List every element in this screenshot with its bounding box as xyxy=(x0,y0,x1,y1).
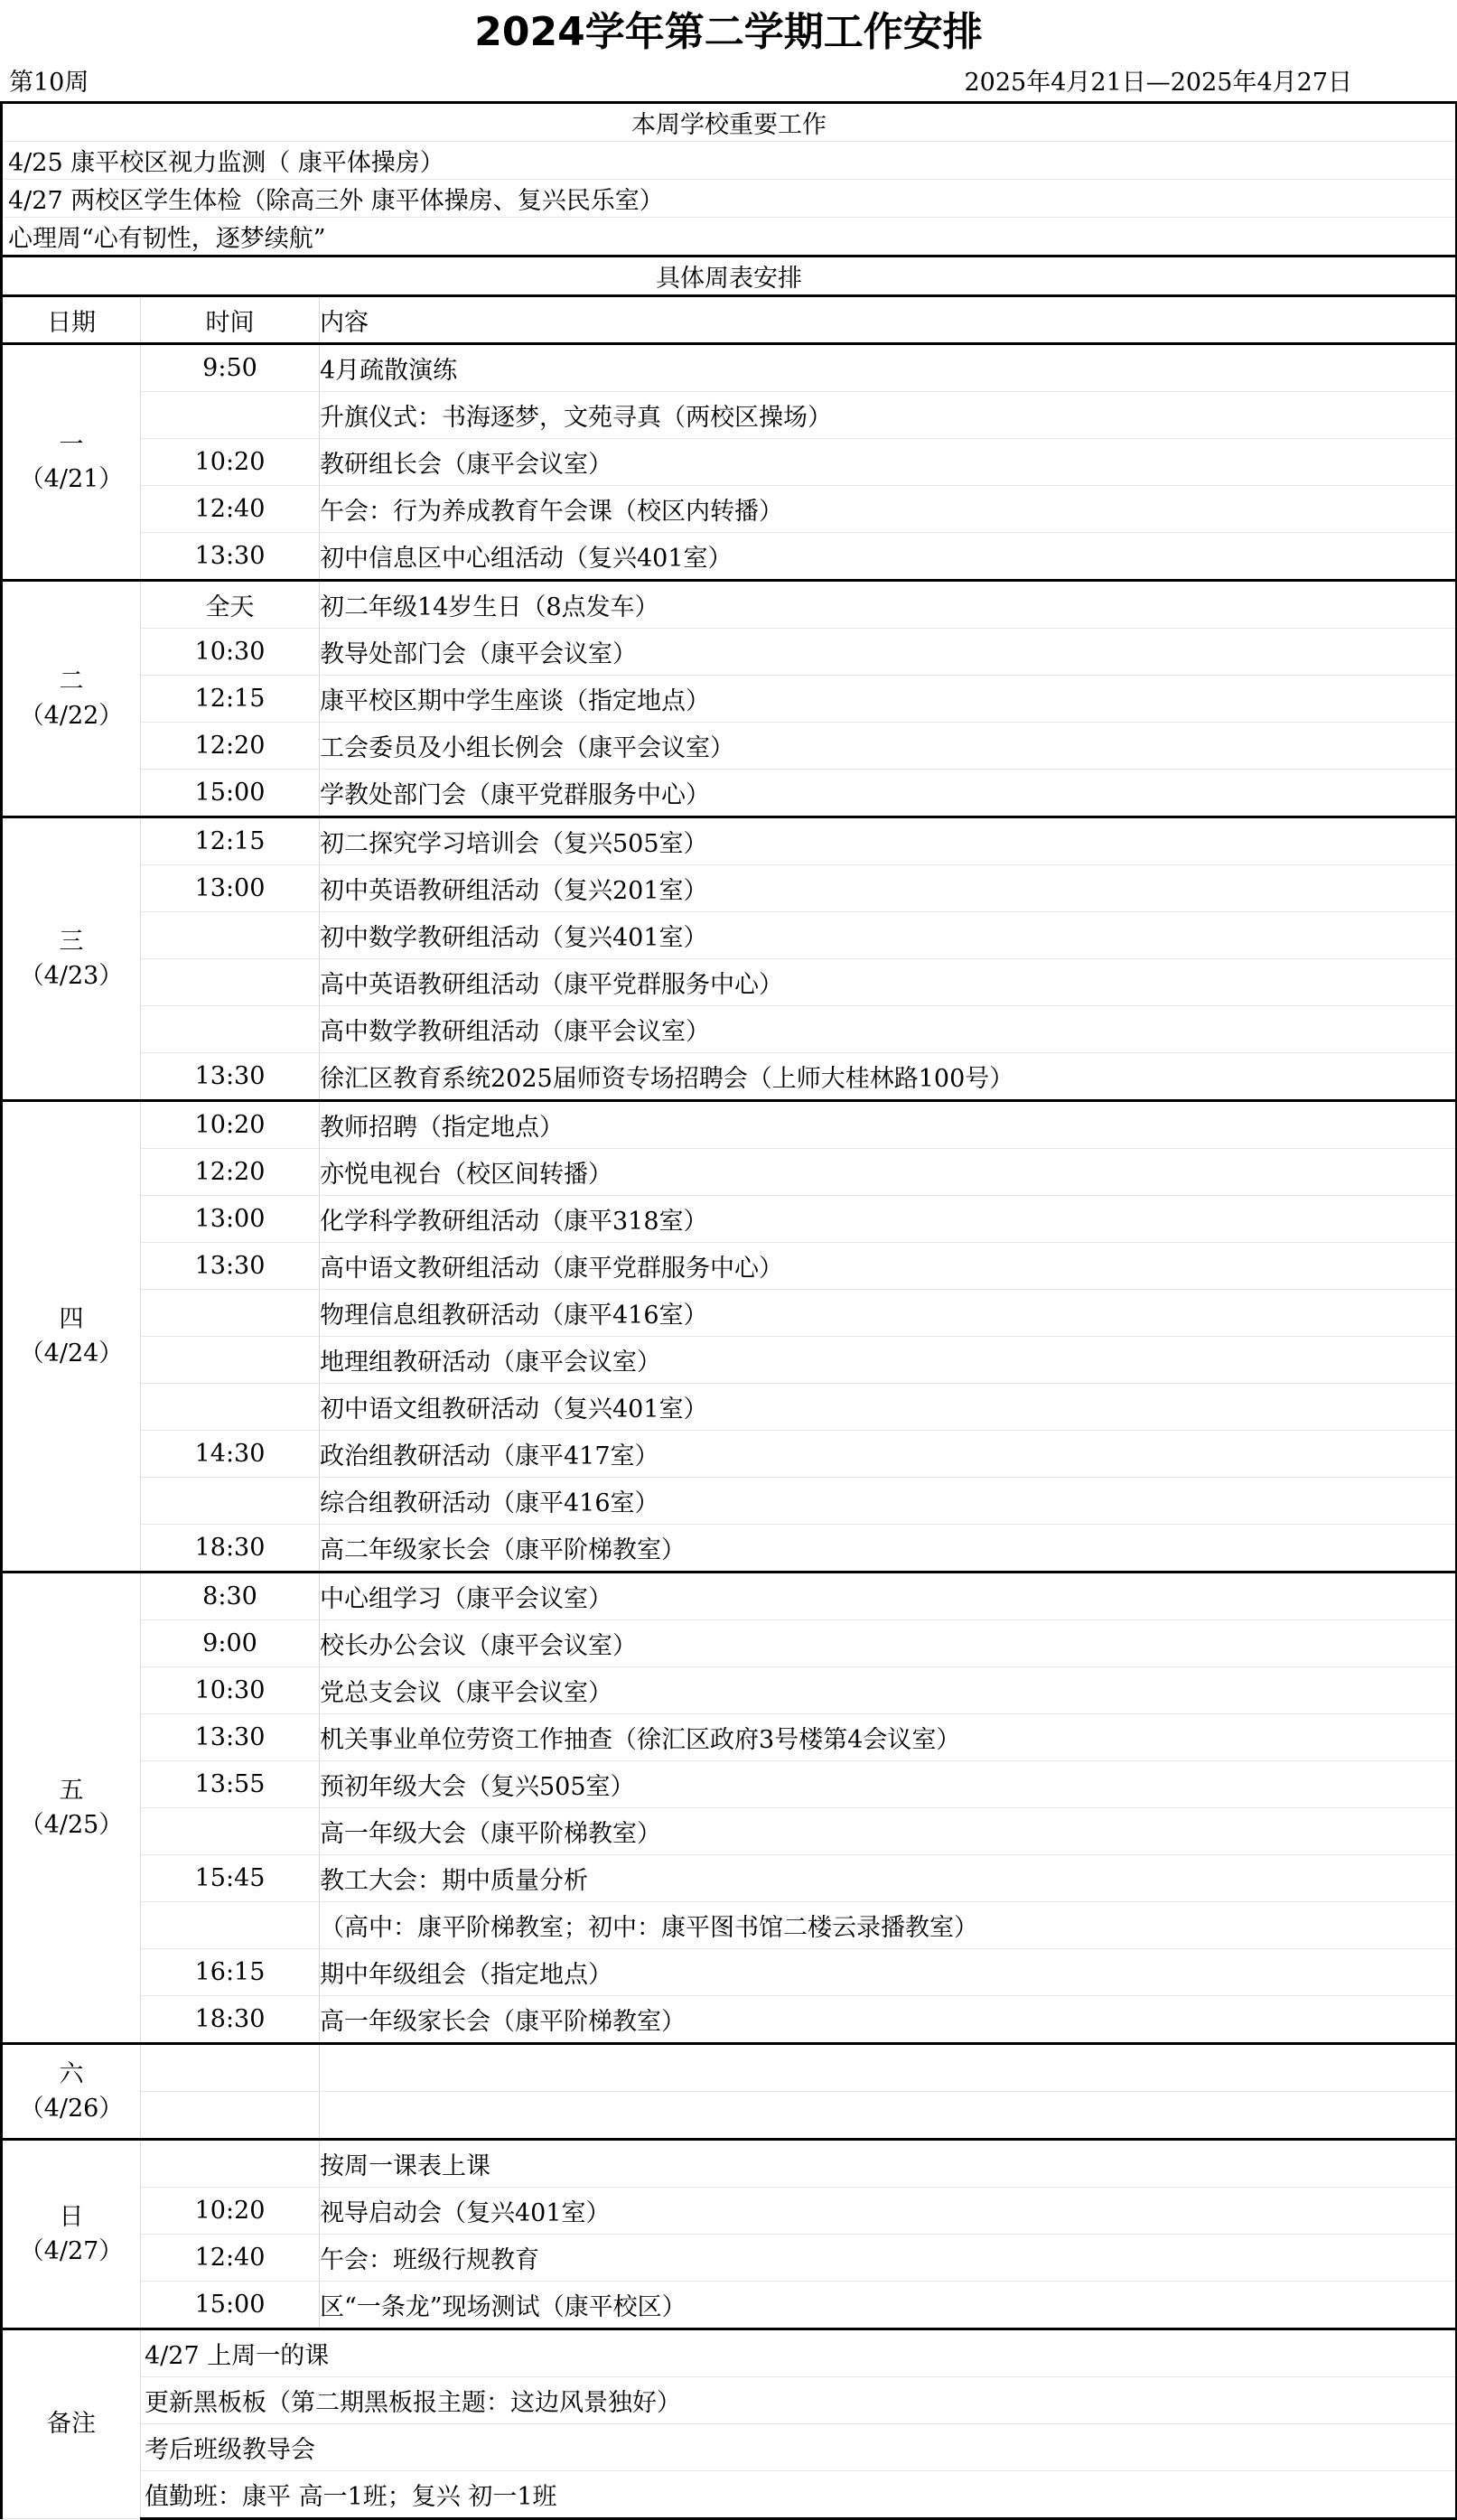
note-item: 4/27 上周一的课 xyxy=(141,2329,1457,2377)
day-name: 五 xyxy=(59,1776,84,1805)
schedule-row xyxy=(2,1620,1457,1667)
time-cell xyxy=(141,1478,320,1525)
time-cell: 10:20 xyxy=(141,439,320,486)
content-cell xyxy=(320,2092,1457,2140)
schedule-row xyxy=(2,1243,1457,1290)
time-cell xyxy=(141,2092,320,2140)
content-cell: 教师招聘（指定地点） xyxy=(320,1101,1457,1149)
content-cell: 机关事业单位劳资工作抽查（徐汇区政府3号楼第4会议室） xyxy=(320,1714,1457,1761)
note-row xyxy=(2,2377,1457,2424)
content-cell: 初中英语教研组活动（复兴201室） xyxy=(320,865,1457,912)
time-cell: 15:00 xyxy=(141,770,320,817)
schedule-row xyxy=(2,865,1457,912)
time-cell: 9:00 xyxy=(141,1620,320,1667)
time-cell: 13:30 xyxy=(141,1714,320,1761)
content-cell: 化学科学教研组活动（康平318室） xyxy=(320,1196,1457,1243)
day-cell xyxy=(2,344,141,581)
day-name: 二 xyxy=(59,667,84,695)
schedule-row xyxy=(2,486,1457,533)
schedule-row xyxy=(2,1006,1457,1053)
content-header: 内容 xyxy=(320,296,1457,344)
content-cell: 午会：行为养成教育午会课（校区内转播） xyxy=(320,486,1457,533)
schedule-row xyxy=(2,1902,1457,1949)
day-cell xyxy=(2,1573,141,2044)
content-cell: 高中英语教研组活动（康平党群服务中心） xyxy=(320,959,1457,1006)
day-cell xyxy=(2,1101,141,1573)
day-date: （4/23） xyxy=(19,961,124,990)
day-date: （4/25） xyxy=(19,1810,124,1839)
content-cell: 区“一条龙”现场测试（康平校区） xyxy=(320,2282,1457,2329)
time-cell: 10:30 xyxy=(141,629,320,676)
schedule-row xyxy=(2,392,1457,439)
important-item: 心理周“心有韧性，逐梦续航” xyxy=(2,218,1457,257)
time-cell: 12:40 xyxy=(141,2235,320,2282)
schedule-row xyxy=(2,1196,1457,1243)
content-cell: 初中语文组教研活动（复兴401室） xyxy=(320,1384,1457,1431)
content-cell: 升旗仪式：书海逐梦，文苑寻真（两校区操场） xyxy=(320,392,1457,439)
time-cell: 13:30 xyxy=(141,1053,320,1101)
day-cell xyxy=(2,2140,141,2329)
schedule-row xyxy=(2,2092,1457,2140)
content-cell: 政治组教研活动（康平417室） xyxy=(320,1431,1457,1478)
content-cell: 工会委员及小组长例会（康平会议室） xyxy=(320,723,1457,770)
time-cell: 10:30 xyxy=(141,1667,320,1714)
content-cell: 校长办公会议（康平会议室） xyxy=(320,1620,1457,1667)
time-cell: 14:30 xyxy=(141,1431,320,1478)
notes-label: 备注 xyxy=(2,2329,141,2519)
time-cell: 12:40 xyxy=(141,486,320,533)
day-cell xyxy=(2,817,141,1101)
time-cell: 12:20 xyxy=(141,1149,320,1196)
schedule-row xyxy=(2,533,1457,581)
time-cell: 13:30 xyxy=(141,1243,320,1290)
time-cell: 12:15 xyxy=(141,676,320,723)
schedule-row xyxy=(2,2044,1457,2092)
content-cell: 午会：班级行规教育 xyxy=(320,2235,1457,2282)
schedule-row xyxy=(2,344,1457,392)
schedule-row xyxy=(2,1053,1457,1101)
schedule-row xyxy=(2,1949,1457,1996)
schedule-row xyxy=(2,439,1457,486)
content-cell: 高一年级家长会（康平阶梯教室） xyxy=(320,1996,1457,2044)
content-cell: 高中数学教研组活动（康平会议室） xyxy=(320,1006,1457,1053)
important-section-title: 本周学校重要工作 xyxy=(2,103,1457,142)
note-row xyxy=(2,2424,1457,2471)
day-name: 一 xyxy=(59,430,84,459)
time-cell xyxy=(141,1337,320,1384)
schedule-row xyxy=(2,629,1457,676)
time-cell: 全天 xyxy=(141,581,320,629)
schedule-row xyxy=(2,770,1457,817)
time-cell: 16:15 xyxy=(141,1949,320,1996)
week-label: 第10周 xyxy=(9,69,89,97)
time-cell: 10:20 xyxy=(141,1101,320,1149)
day-date: （4/27） xyxy=(19,2236,124,2265)
day-name: 六 xyxy=(59,2059,84,2088)
schedule-row xyxy=(2,1478,1457,1525)
content-cell: 初中信息区中心组活动（复兴401室） xyxy=(320,533,1457,581)
content-cell: 高中语文教研组活动（康平党群服务中心） xyxy=(320,1243,1457,1290)
content-cell: 初二年级14岁生日（8点发车） xyxy=(320,581,1457,629)
time-cell: 18:30 xyxy=(141,1996,320,2044)
day-date: （4/24） xyxy=(19,1339,124,1367)
date-header: 日期 xyxy=(2,296,141,344)
day-name: 四 xyxy=(59,1304,84,1333)
schedule-row xyxy=(2,817,1457,865)
note-row xyxy=(2,2329,1457,2377)
time-cell: 15:45 xyxy=(141,1855,320,1902)
schedule-row xyxy=(2,1808,1457,1855)
content-cell xyxy=(320,2044,1457,2092)
day-name: 三 xyxy=(59,927,84,956)
content-cell: 高一年级大会（康平阶梯教室） xyxy=(320,1808,1457,1855)
content-cell: 期中年级组会（指定地点） xyxy=(320,1949,1457,1996)
schedule-row xyxy=(2,2235,1457,2282)
time-cell: 12:20 xyxy=(141,723,320,770)
time-cell xyxy=(141,1902,320,1949)
day-date: （4/22） xyxy=(19,701,124,730)
day-cell xyxy=(2,2044,141,2140)
schedule-row xyxy=(2,1384,1457,1431)
schedule-row xyxy=(2,1337,1457,1384)
content-cell: 按周一课表上课 xyxy=(320,2140,1457,2188)
time-header: 时间 xyxy=(141,296,320,344)
content-cell: 教工大会：期中质量分析 xyxy=(320,1855,1457,1902)
note-row xyxy=(2,2471,1457,2519)
time-cell xyxy=(141,1290,320,1337)
content-cell: 亦悦电视台（校区间转播） xyxy=(320,1149,1457,1196)
schedule-section-title: 具体周表安排 xyxy=(2,257,1457,296)
content-cell: 康平校区期中学生座谈（指定地点） xyxy=(320,676,1457,723)
schedule-row xyxy=(2,1855,1457,1902)
time-cell xyxy=(141,1808,320,1855)
time-cell: 18:30 xyxy=(141,1525,320,1573)
content-cell: 教研组长会（康平会议室） xyxy=(320,439,1457,486)
content-cell: 初中数学教研组活动（复兴401室） xyxy=(320,912,1457,959)
page-title: 2024学年第二学期工作安排 xyxy=(474,9,983,55)
content-cell: 教导处部门会（康平会议室） xyxy=(320,629,1457,676)
schedule-row xyxy=(2,2282,1457,2329)
time-cell xyxy=(141,2044,320,2092)
content-cell: 中心组学习（康平会议室） xyxy=(320,1573,1457,1620)
content-cell: 地理组教研活动（康平会议室） xyxy=(320,1337,1457,1384)
time-cell: 13:30 xyxy=(141,533,320,581)
note-item: 更新黑板板（第二期黑板报主题：这边风景独好） xyxy=(141,2377,1457,2424)
day-cell xyxy=(2,581,141,817)
content-cell: 综合组教研活动（康平416室） xyxy=(320,1478,1457,1525)
content-cell: 预初年级大会（复兴505室） xyxy=(320,1761,1457,1808)
time-cell: 13:00 xyxy=(141,1196,320,1243)
schedule-row xyxy=(2,1290,1457,1337)
time-cell: 9:50 xyxy=(141,344,320,392)
content-cell: 党总支会议（康平会议室） xyxy=(320,1667,1457,1714)
time-cell xyxy=(141,1384,320,1431)
time-cell: 13:00 xyxy=(141,865,320,912)
important-item: 4/27 两校区学生体检（除高三外 康平体操房、复兴民乐室） xyxy=(2,180,1457,218)
date-range: 2025年4月21日—2025年4月27日 xyxy=(964,69,1352,97)
time-cell xyxy=(141,959,320,1006)
content-cell: 初二探究学习培训会（复兴505室） xyxy=(320,817,1457,865)
time-cell: 12:15 xyxy=(141,817,320,865)
schedule-row xyxy=(2,912,1457,959)
schedule-row xyxy=(2,1101,1457,1149)
schedule-table xyxy=(0,101,1457,2520)
schedule-row xyxy=(2,1996,1457,2044)
day-name: 日 xyxy=(59,2202,84,2231)
content-cell: 徐汇区教育系统2025届师资专场招聘会（上师大桂林路100号） xyxy=(320,1053,1457,1101)
schedule-row xyxy=(2,959,1457,1006)
content-cell: 学教处部门会（康平党群服务中心） xyxy=(320,770,1457,817)
content-cell: 物理信息组教研活动（康平416室） xyxy=(320,1290,1457,1337)
schedule-row xyxy=(2,581,1457,629)
schedule-row xyxy=(2,1714,1457,1761)
note-item: 值勤班：康平 高一1班；复兴 初一1班 xyxy=(141,2471,1457,2519)
time-cell xyxy=(141,1006,320,1053)
content-cell: 4月疏散演练 xyxy=(320,344,1457,392)
content-cell: （高中：康平阶梯教室；初中：康平图书馆二楼云录播教室） xyxy=(320,1902,1457,1949)
schedule-row xyxy=(2,1525,1457,1573)
schedule-row xyxy=(2,1573,1457,1620)
schedule-row xyxy=(2,1149,1457,1196)
content-cell: 高二年级家长会（康平阶梯教室） xyxy=(320,1525,1457,1573)
content-cell: 视导启动会（复兴401室） xyxy=(320,2188,1457,2235)
note-item: 考后班级教导会 xyxy=(141,2424,1457,2471)
time-cell: 10:20 xyxy=(141,2188,320,2235)
schedule-row xyxy=(2,1667,1457,1714)
schedule-row xyxy=(2,2188,1457,2235)
schedule-row xyxy=(2,1761,1457,1808)
schedule-row xyxy=(2,676,1457,723)
time-cell: 15:00 xyxy=(141,2282,320,2329)
time-cell xyxy=(141,912,320,959)
schedule-row xyxy=(2,1431,1457,1478)
schedule-row xyxy=(2,2140,1457,2188)
important-item: 4/25 康平校区视力监测（ 康平体操房） xyxy=(2,142,1457,180)
day-date: （4/21） xyxy=(19,464,124,493)
time-cell xyxy=(141,2140,320,2188)
time-cell: 13:55 xyxy=(141,1761,320,1808)
day-date: （4/26） xyxy=(19,2094,124,2123)
time-cell xyxy=(141,392,320,439)
schedule-row xyxy=(2,723,1457,770)
time-cell: 8:30 xyxy=(141,1573,320,1620)
